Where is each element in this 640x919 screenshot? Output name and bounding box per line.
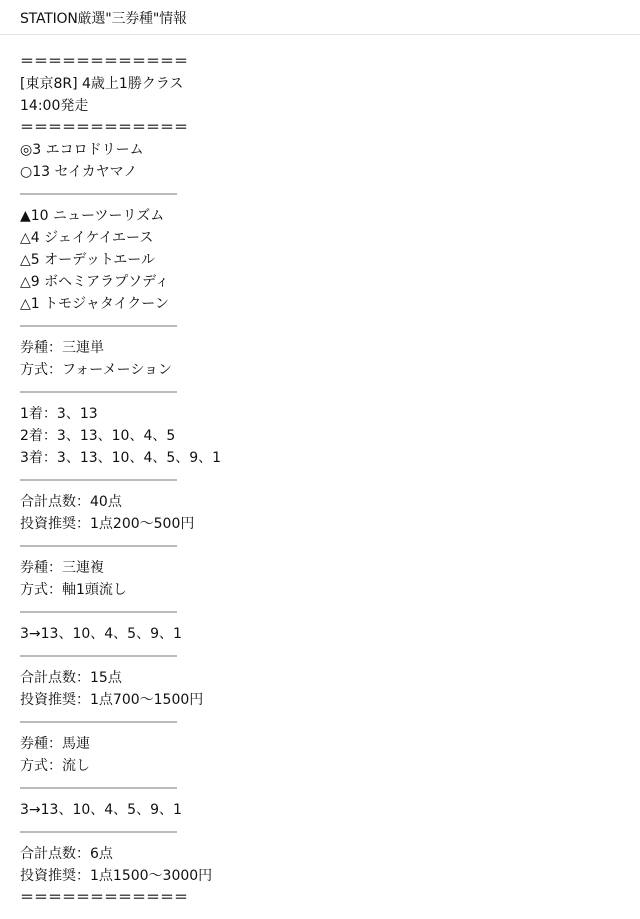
pick-sub: △4 ジェイケイエース (20, 230, 154, 246)
separator: ―――――――――――― (20, 318, 176, 334)
separator: ―――――――――――― (20, 714, 176, 730)
separator: ―――――――――――― (20, 648, 176, 664)
separator: ―――――――――――― (20, 780, 176, 796)
pick-main: ○13 セイカヤマノ (20, 164, 138, 180)
heavy-bar: ＝＝＝＝＝＝＝＝＝＝＝＝ (20, 120, 188, 136)
separator: ―――――――――――― (20, 472, 176, 488)
separator: ―――――――――――― (20, 538, 176, 554)
bet-total: 合計点数：6点 (20, 846, 113, 862)
bet-total: 合計点数：15点 (20, 670, 122, 686)
pick-main: ◎3 エコロドリーム (20, 142, 144, 158)
pick-sub: △1 トモジャタイクーン (20, 296, 170, 312)
bet-method: 方式：フォーメーション (20, 362, 173, 378)
separator: ―――――――――――― (20, 384, 176, 400)
bet-method: 方式：流し (20, 758, 90, 774)
bet-leg: 2着：3、13、10、4、5 (20, 428, 176, 444)
bet-total: 合計点数：40点 (20, 494, 122, 510)
heavy-bar: ＝＝＝＝＝＝＝＝＝＝＝＝ (20, 54, 188, 70)
page-title: STATION厳選"三券種"情報 (20, 11, 187, 27)
heavy-bar: ＝＝＝＝＝＝＝＝＝＝＝＝ (20, 890, 188, 906)
separator: ―――――――――――― (20, 824, 176, 840)
race-name: [東京8R] 4歳上1勝クラス (20, 76, 184, 92)
bet-leg: 1着：3、13 (20, 406, 98, 422)
bet-combo: 3→13、10、4、5、9、1 (20, 802, 182, 818)
separator: ―――――――――――― (20, 186, 176, 202)
bet-stake: 投資推奨：1点1500〜3000円 (20, 868, 213, 884)
pick-sub: △5 オーデットエール (20, 252, 156, 268)
separator: ―――――――――――― (20, 604, 176, 620)
bet-stake: 投資推奨：1点700〜1500円 (20, 692, 204, 708)
bet-type: 券種：馬連 (20, 736, 90, 752)
pick-sub: ▲10 ニューツーリズム (20, 208, 165, 224)
article-body (0, 35, 640, 909)
bet-type: 券種：三連単 (20, 340, 104, 356)
bet-stake: 投資推奨：1点200〜500円 (20, 516, 195, 532)
pick-sub: △9 ボヘミアラプソディ (20, 274, 170, 290)
bet-method: 方式：軸1頭流し (20, 582, 127, 598)
bet-type: 券種：三連複 (20, 560, 104, 576)
bet-leg: 3着：3、13、10、4、5、9、1 (20, 450, 222, 466)
race-start-time: 14:00発走 (20, 98, 89, 114)
page-title-bar (0, 0, 640, 35)
bet-combo: 3→13、10、4、5、9、1 (20, 626, 182, 642)
